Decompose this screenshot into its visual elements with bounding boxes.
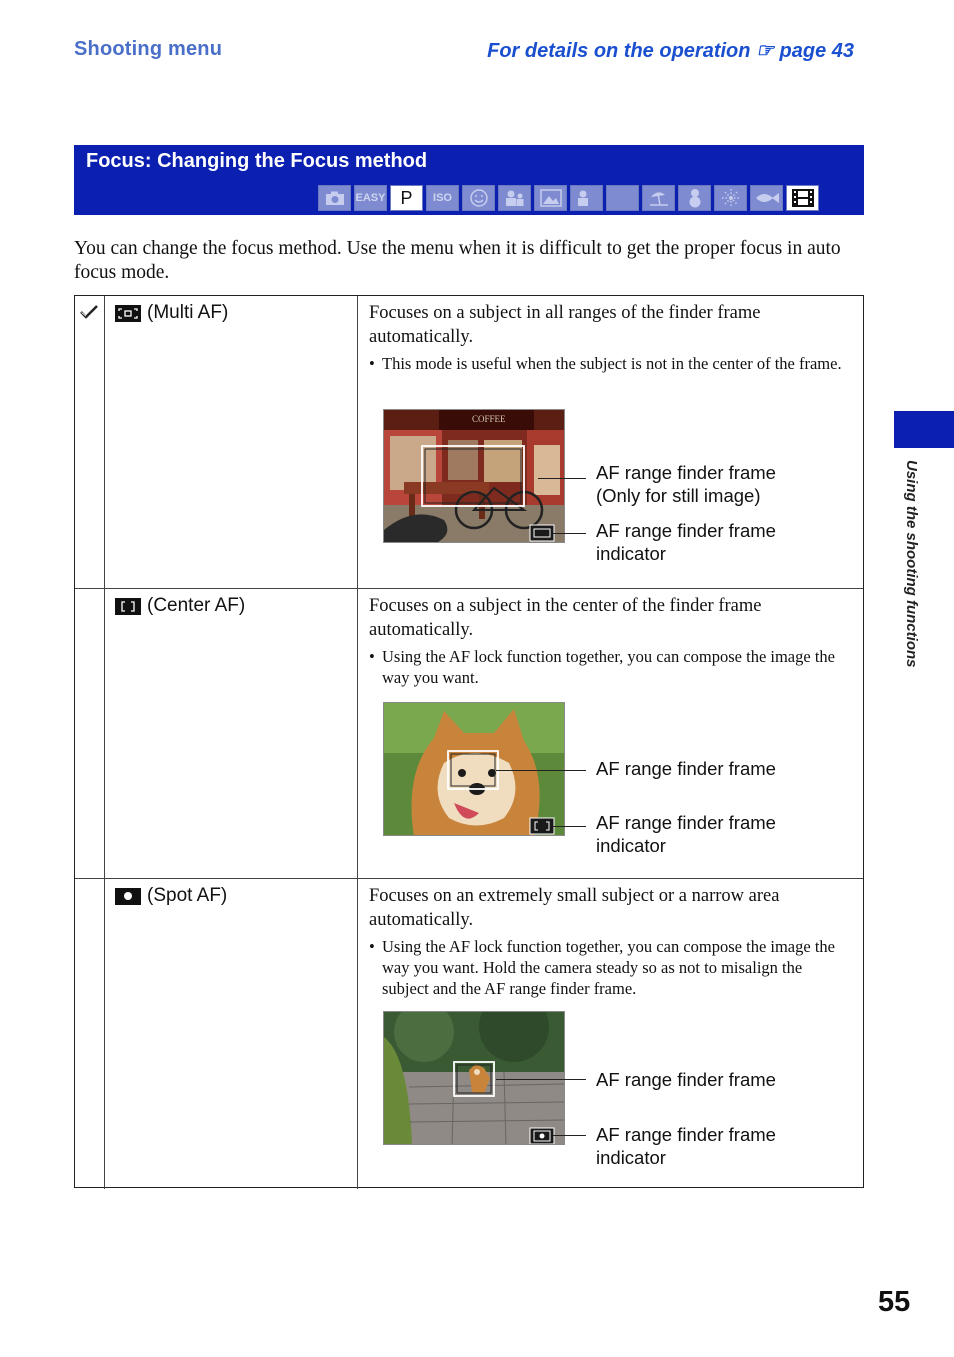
landscape-icon [534, 185, 567, 211]
af-frame-callout: AF range finder frame [596, 758, 776, 779]
twilight-icon [606, 185, 639, 211]
default-cell [75, 296, 105, 588]
af-indicator-callout: AF range finder frame indicator [596, 1124, 776, 1168]
chapter-tab-marker [894, 411, 954, 448]
af-indicator-callout: AF range finder frame indicator [596, 812, 776, 856]
page-number: 55 [878, 1286, 911, 1318]
high-sensitivity-icon: ISO [426, 185, 459, 211]
multi-af-option[interactable] [115, 302, 228, 324]
table-row-multi-af [75, 296, 863, 589]
default-cell [75, 879, 105, 1189]
focus-title-bar [74, 145, 864, 215]
mode-description: Focuses on a subject in the center of the finder frame automatically. [369, 596, 762, 640]
mode-cell [105, 296, 358, 588]
soft-snap-icon [498, 185, 531, 211]
page-reference-link[interactable]: For details on the operation ☞ page 43 [487, 40, 854, 62]
mode-note: • This mode is useful when the subject is not in the center of the frame. [369, 354, 842, 373]
mode-description: Focuses on a subject in all ranges of the finder frame automatically. [369, 303, 761, 347]
spot-af-icon [115, 888, 141, 905]
cafe-sign: COFFEE [472, 414, 506, 424]
mode-cell [105, 589, 358, 878]
shooting-mode-icons [318, 185, 819, 211]
snow-icon [678, 185, 711, 211]
focus-title: Focus: Changing the Focus method [86, 150, 428, 172]
example-photo-spot-af [383, 1011, 565, 1145]
section-title: Shooting menu [74, 38, 223, 60]
mode-note: • Using the AF lock function together, you can compose the image the way you want. [369, 647, 835, 687]
example-photo-multi-af [383, 409, 565, 543]
program-mode-icon: P [390, 185, 423, 211]
focus-mode-table [74, 295, 864, 1188]
easy-mode-icon: EASY [354, 185, 387, 211]
smile-shutter-icon [462, 185, 495, 211]
mode-cell [105, 879, 358, 1189]
mode-label-text: (Spot AF) [147, 885, 228, 906]
mode-label-text: (Multi AF) [147, 302, 229, 323]
spot-af-option[interactable] [115, 885, 227, 907]
beach-icon [642, 185, 675, 211]
mode-label-text: (Center AF) [147, 595, 246, 616]
af-frame-callout: AF range finder frame (Only for still image) [596, 462, 776, 506]
description-cell [358, 879, 863, 1189]
example-photo-center-af [383, 702, 565, 836]
default-cell [75, 589, 105, 878]
camera-auto-icon [318, 185, 351, 211]
default-check-icon [79, 304, 99, 320]
underwater-icon [750, 185, 783, 211]
multi-af-icon [115, 305, 141, 322]
twilight-portrait-icon [570, 185, 603, 211]
af-indicator-callout: AF range finder frame indicator [596, 520, 776, 564]
fireworks-icon [714, 185, 747, 211]
intro-text: You can change the focus method. Use the menu when it is difficult to get the proper focus in auto focus mode. [74, 238, 841, 283]
description-cell [358, 296, 863, 588]
table-row-center-af [75, 589, 863, 879]
mode-note: • Using the AF lock function together, you can compose the image the way you want. Hold the camera steady so as not to misalign the subject and the AF range finder frame. [369, 937, 835, 998]
af-frame-callout: AF range finder frame [596, 1069, 776, 1090]
movie-icon [786, 185, 819, 211]
description-cell [358, 589, 863, 878]
center-af-icon [115, 598, 141, 615]
mode-description: Focuses on an extremely small subject or a narrow area automatically. [369, 886, 780, 930]
center-af-option[interactable] [115, 595, 245, 617]
table-row-spot-af [75, 879, 863, 1189]
chapter-tab-label: Using the shooting functions [903, 460, 920, 668]
